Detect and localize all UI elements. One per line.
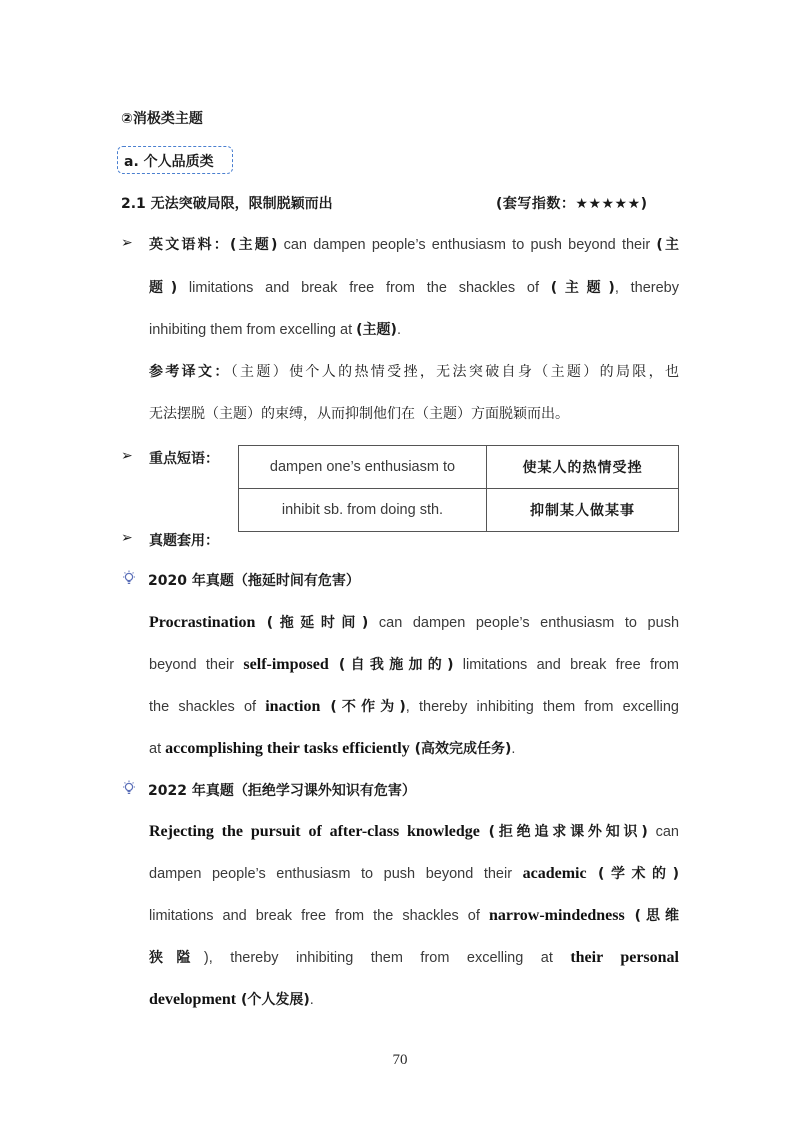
bold-term: their personal — [570, 949, 680, 966]
example-title: 2020 年真题（拖延时间有危害） — [148, 573, 360, 589]
key-phrases-table — [238, 445, 679, 532]
chinese-gloss: (学术的) — [586, 866, 679, 882]
topic-placeholder: 题) — [149, 280, 178, 296]
topic-placeholder: (主 — [656, 237, 680, 253]
phrase-cn: 使某人的热情受挫 — [487, 446, 679, 489]
example-2-line-3 — [149, 905, 679, 925]
chinese-gloss: (拒绝追求课外知识) — [479, 824, 648, 840]
example-2-line-4 — [149, 947, 679, 967]
item-rating: (套写指数：★★★★★) — [496, 196, 648, 212]
chinese-gloss: (自我施加的) — [328, 657, 454, 673]
bold-term: Procrastination — [149, 614, 256, 631]
bullet-arrow-icon: ➢ — [121, 530, 133, 546]
translation-line-2 — [149, 403, 679, 423]
table-row — [239, 446, 679, 489]
topic-placeholder: (主题) — [356, 322, 397, 338]
english-material-line-2 — [149, 277, 679, 297]
table-row — [239, 489, 679, 532]
example-2-line-1 — [149, 821, 679, 841]
phrase-en: inhibit sb. from doing sth. — [239, 489, 487, 532]
example-1-line-2 — [149, 654, 679, 674]
page-number: 70 — [392, 1052, 408, 1068]
key-phrases-label: 重点短语： — [149, 451, 219, 467]
english-text: the shackles of — [149, 699, 266, 715]
example-2-line-5 — [149, 989, 679, 1009]
english-text: limitations and break free from the shackles of — [149, 908, 489, 924]
category-label-box — [117, 146, 233, 174]
phrase-cn: 抑制某人做某事 — [487, 489, 679, 532]
bold-term: development — [149, 991, 237, 1008]
english-text: inhibiting them from excelling at — [149, 322, 357, 338]
example-2-line-2 — [149, 863, 679, 883]
english-text: . — [511, 741, 516, 757]
application-label: 真题套用： — [149, 533, 219, 549]
item-title: 2.1 无法突破局限，限制脱颖而出 — [121, 196, 333, 212]
translation-line-1 — [149, 361, 679, 381]
category-label: a. 个人品质类 — [124, 154, 214, 170]
english-text: can dampen people’s enthusiasm to push — [368, 615, 680, 631]
english-text: can — [647, 824, 679, 840]
topic-placeholder: (主题) — [229, 237, 278, 253]
lightbulb-icon — [121, 780, 137, 796]
english-text: dampen people’s enthusiasm to push beyond their — [149, 866, 523, 882]
bold-term: inaction — [265, 698, 321, 715]
topic-placeholder: (主题) — [550, 280, 615, 296]
english-text: ), thereby inhibiting them from excelling at — [203, 950, 571, 966]
english-text: , thereby inhibiting them from excelling — [405, 699, 679, 715]
chinese-gloss: 狭隘 — [149, 950, 204, 966]
english-text: . — [309, 992, 314, 1008]
english-material-label: 英文语料： — [149, 237, 230, 253]
chinese-gloss: (个人发展) — [236, 992, 310, 1008]
chinese-gloss: (不作为) — [320, 699, 406, 715]
english-text: at — [149, 741, 166, 757]
chinese-gloss: (高效完成任务) — [409, 741, 512, 757]
english-text: beyond their — [149, 657, 244, 673]
example-title: 2022 年真题（拒绝学习课外知识有危害） — [148, 783, 416, 799]
example-1-line-1 — [149, 612, 679, 632]
bold-term: self-imposed — [243, 656, 329, 673]
section-heading: ②消极类主题 — [121, 111, 203, 127]
lightbulb-icon — [121, 570, 137, 586]
english-text: can dampen people’s enthusiasm to push beyond their — [277, 237, 657, 253]
translation-text: （主题）使个人的热情受挫，无法突破自身（主题）的局限，也 — [230, 364, 679, 380]
translation-text: 无法摆脱（主题）的束缚，从而抑制他们在（主题）方面脱颖而出。 — [149, 406, 569, 422]
chinese-gloss: (思维 — [624, 908, 679, 924]
bullet-arrow-icon: ➢ — [121, 448, 133, 464]
english-text: limitations and break free from the shackles of — [177, 280, 551, 296]
english-material-line-1 — [149, 234, 679, 254]
chinese-gloss: (拖延时间) — [255, 615, 369, 631]
bullet-arrow-icon: ➢ — [121, 235, 133, 251]
phrase-en: dampen one’s enthusiasm to — [239, 446, 487, 489]
bold-term: accomplishing their tasks efficiently — [165, 740, 410, 757]
english-text: , thereby — [614, 280, 680, 296]
bold-term: narrow-mindedness — [488, 907, 625, 924]
example-1-line-3 — [149, 696, 679, 716]
bold-term: Rejecting the pursuit of after-class knowledge — [149, 823, 480, 840]
english-text: limitations and break free from — [453, 657, 679, 673]
bold-term: academic — [522, 865, 587, 882]
translation-label: 参考译文： — [149, 364, 231, 380]
english-text: . — [396, 322, 401, 338]
example-1-line-4 — [149, 738, 679, 758]
english-material-line-3 — [149, 319, 679, 339]
